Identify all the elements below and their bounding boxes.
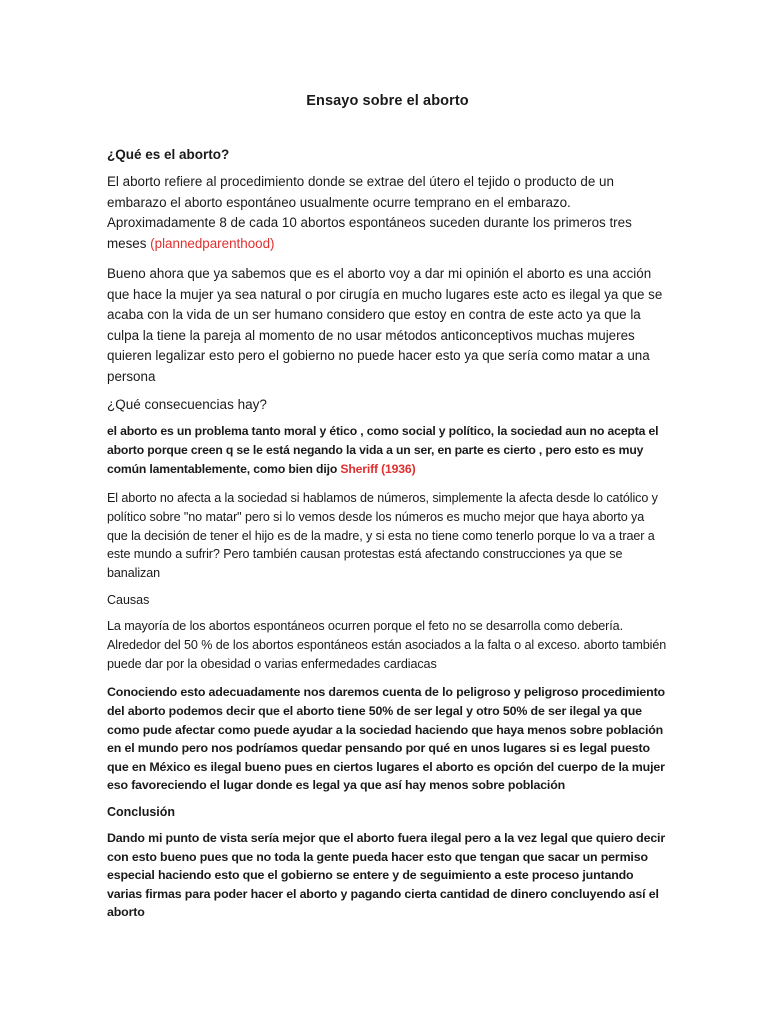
paragraph-consecuencias (107, 422, 668, 479)
paragraph-sociedad: El aborto no afecta a la sociedad si hablamos de números, simplemente la afecta desde lo católico y político sobre "no matar" pero si lo vemos desde los números es mucho mejor que haya aborto ya que la decisión de tener el hijo es de la madre, y si esta no tiene como tenerlo porque lo va a traer a este mundo a sufrir? Pero también causan protestas está afectando construcciones ya que se banalizan (107, 491, 658, 581)
paragraph-conclusion: Dando mi punto de vista sería mejor que el aborto fuera ilegal pero a la vez legal que quiero decir con esto bueno pues que no toda la gente pueda hacer esto que tengan que sacar un permiso especial haciendo esto que el gobierno se entere y de seguimiento a este proceso juntando varias firmas para poder hacer el aborto y pagando cierta cantidad de dinero concluyendo así el aborto (107, 830, 666, 920)
paragraph-definition (107, 172, 668, 254)
citation-plannedparenthood: (plannedparenthood) (150, 235, 275, 251)
paragraph-consecuencias-text: el aborto es un problema tanto moral y ético , como social y político, la sociedad aun no acepta el aborto porque creen q se le está negando la vida a un ser, en parte es cierto , pero esto es muy común lamentablemente, como bien dijo (107, 424, 659, 476)
paragraph-conociendo: Conociendo esto adecuadamente nos daremos cuenta de lo peligroso y peligroso procedimiento del aborto podemos decir que el aborto tiene 50% de ser legal y otro 50% de ser ilegal ya que como pude afectar como puede ayudar a la sociedad haciendo que haya menos sobre población en el mundo pero nos podríamos quedar pensando por qué en unos lugares si es legal puesto que en México es ilegal bueno pues en ciertos lugares el aborto es opción del cuerpo de la mujer eso favoreciendo el lugar donde es legal ya que así hay menos sobre población (107, 685, 665, 793)
paragraph-opinion: Bueno ahora que ya sabemos que es el aborto voy a dar mi opinión el aborto es una acción que hace la mujer ya sea natural o por cirugía en mucho lugares este acto es ilegal ya que se acaba con la vida de un ser humano considero que estoy en contra de este acto ya que la culpa la tiene la pareja al momento de no usar métodos anticonceptivos muchas mujeres quieren legalizar esto pero el gobierno no puede hacer esto ya que sería como matar a una persona (107, 266, 663, 384)
document-title: Ensayo sobre el aborto (306, 93, 469, 109)
section-heading-conclusion: Conclusión (107, 804, 176, 819)
paragraph-definition-text: El aborto refiere al procedimiento donde se extrae del útero el tejido o producto de un embarazo el aborto espontáneo usualmente ocurre temprano en el embarazo. Aproximadamente 8 de cada 10 abortos espontáneos suceden durante los primeros tres meses (107, 174, 632, 251)
paragraph-causas: La mayoría de los abortos espontáneos ocurren porque el feto no se desarrolla como debería. Alrededor del 50 % de los abortos espontáneos están asociados a la falta o al exceso. aborto también puede dar por la obesidad o varias enfermedades cardiacas (107, 618, 667, 671)
citation-sheriff: Sheriff (1936) (340, 462, 416, 476)
section-heading-causas: Causas (107, 592, 150, 607)
section-heading-que-es: ¿Qué es el aborto? (107, 147, 230, 162)
section-heading-consecuencias: ¿Qué consecuencias hay? (107, 397, 267, 412)
